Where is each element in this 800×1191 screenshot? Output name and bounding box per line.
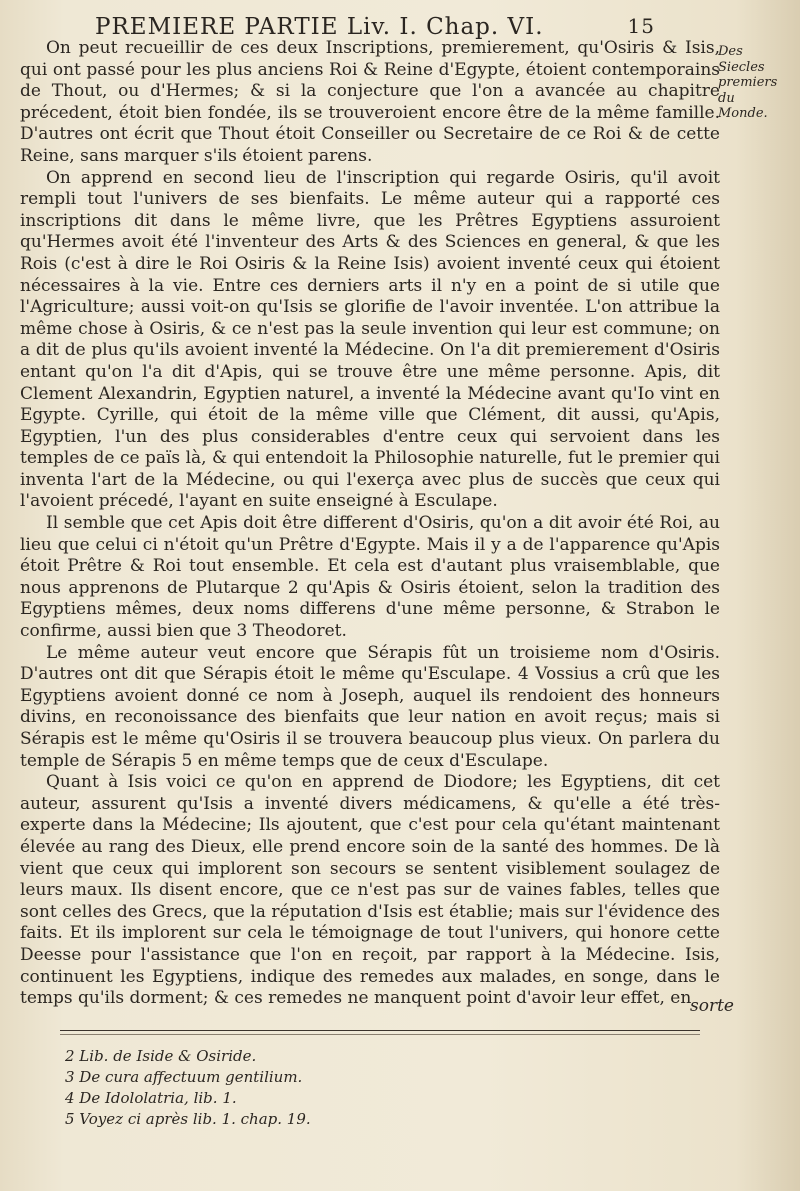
catchword: sorte [690, 996, 734, 1016]
footnote-rule-thin [60, 1034, 700, 1035]
footnote-4: 4 De Idololatria, lib. 1. [65, 1089, 237, 1107]
header-title: PREMIERE PARTIE Liv. I. Chap. VI. [95, 14, 544, 40]
paragraph-5: Quant à Isis voici ce qu'on en apprend de Diodore; les Egyptiens, dit cet auteur, assurent qu'Isis a inventé divers médicamens, & qu'elle a été très-experte dans la Médecine; Ils ajoutent, que c'est pour cela qu'étant maintenant élevée au rang des Dieux, elle prend encore soin de la santé des hommes. De là vient que ceux qui implorent son secours se sentent visiblement soulagez de leurs maux. Ils disent encore, que ce n'est pas sur de vaines fables, telles que sont celles des Grecs, que la réputation d'Isis est établie; mais sur l'évidence des faits. Et ils implorent sur cela le témoignage de tout l'univers, qui honore cette Deesse pour l'assistance que l'on en reçoit, par rapport à la Médecine. Isis, continuent les Egyptiens, indique des remedes aux malades, en songe, dans le temps qu'ils dorment; & ces remedes ne manquent point d'avoir leur effet, en [20, 772, 720, 1009]
footnotes [65, 1046, 665, 1130]
footnote-3: 3 De cura affectuum gentilium. [65, 1068, 303, 1086]
main-text [20, 38, 720, 1010]
paragraph-4: Le même auteur veut encore que Sérapis fût un troisieme nom d'Osiris. D'autres ont dit que Sérapis étoit le même qu'Esculape. 4 Vossius a crû que les Egyptiens avoient donné ce nom à Joseph, auquel ils rendoient des honneurs divins, en reconoissance des bienfaits que leur nation en avoit reçus; mais si Sérapis est le même qu'Osiris il se trouvera beaucoup plus vieux. On parlera du temple de Sérapis 5 en même temps que de ceux d'Esculape. [20, 642, 720, 771]
margin-note: Des Siecles premiers du Monde. [718, 44, 778, 121]
footnote-5: 5 Voyez ci après lib. 1. chap. 19. [65, 1110, 311, 1128]
paragraph-1: On peut recueillir de ces deux Inscriptions, premierement, qu'Osiris & Isis, qui ont passé pour les plus anciens Roi & Reine d'Egypte, étoient contemporains de Thout, ou d'Hermes; & si la conjecture que l'on a avancée au chapitre précedent, étoit bien fondée, ils se trouveroient encore être de la même famille. D'autres ont écrit que Thout étoit Conseiller ou Secretaire de ce Roi & de cette Reine, sans marquer s'ils étoient parens. [20, 38, 720, 166]
paragraph-2: On apprend en second lieu de l'inscription qui regarde Osiris, qu'il avoit rempli tout l'univers de ses bienfaits. Le même auteur qui a rapporté ces inscriptions dit dans le même livre, que les Prêtres Egyptiens assuroient qu'Hermes avoit été l'inventeur des Arts & des Sciences en general, & que les Rois (c'est à dire le Roi Osiris & la Reine Isis) avoient inventé ceux qui étoient nécessaires à la vie. Entre ces derniers arts il n'y en a point de si utile que l'Agriculture; aussi voit-on qu'Isis se glorifie de l'avoir inventée. L'on attribue la même chose à Osiris, & ce n'est pas la seule invention qui leur est commune; on a dit de plus qu'ils avoient inventé la Médecine. On l'a dit premierement d'Osiris entant qu'on l'a dit d'Apis, qui se trouve être une même personne. Apis, dit Clement Alexandrin, Egyptien naturel, a inventé la Médecine avant qu'Io vint en Egypte. Cyrille, qui étoit de la même ville que Clément, dit aussi, qu'Apis, Egyptien, l'un des plus considerables d'entre ceux qui servoient dans les temples de ce païs là, & qui entendoit la Philosophie naturelle, fut le premier qui inventa l'art de la Médecine, ou qui l'exerça avec plus de succès que ceux qui l'avoient précedé, l'ayant en suite enseigné à Esculape. [20, 167, 720, 512]
page-number: 15 [627, 14, 655, 38]
paragraph-3: Il semble que cet Apis doit être different d'Osiris, qu'on a dit avoir été Roi, au lieu que celui ci n'étoit qu'un Prêtre d'Egypte. Mais il y a de l'apparence qu'Apis étoit Prêtre & Roi tout ensemble. Et cela est d'autant plus vraisemblable, que nous apprenons de Plutarque 2 qu'Apis & Osiris étoient, selon la tradition des Egyptiens mêmes, deux noms differens d'une même personne, & Strabon le confirme, aussi bien que 3 Theodoret. [20, 513, 720, 642]
footnote-rule [60, 1030, 700, 1031]
footnote-2: 2 Lib. de Iside & Osiride. [65, 1047, 257, 1065]
